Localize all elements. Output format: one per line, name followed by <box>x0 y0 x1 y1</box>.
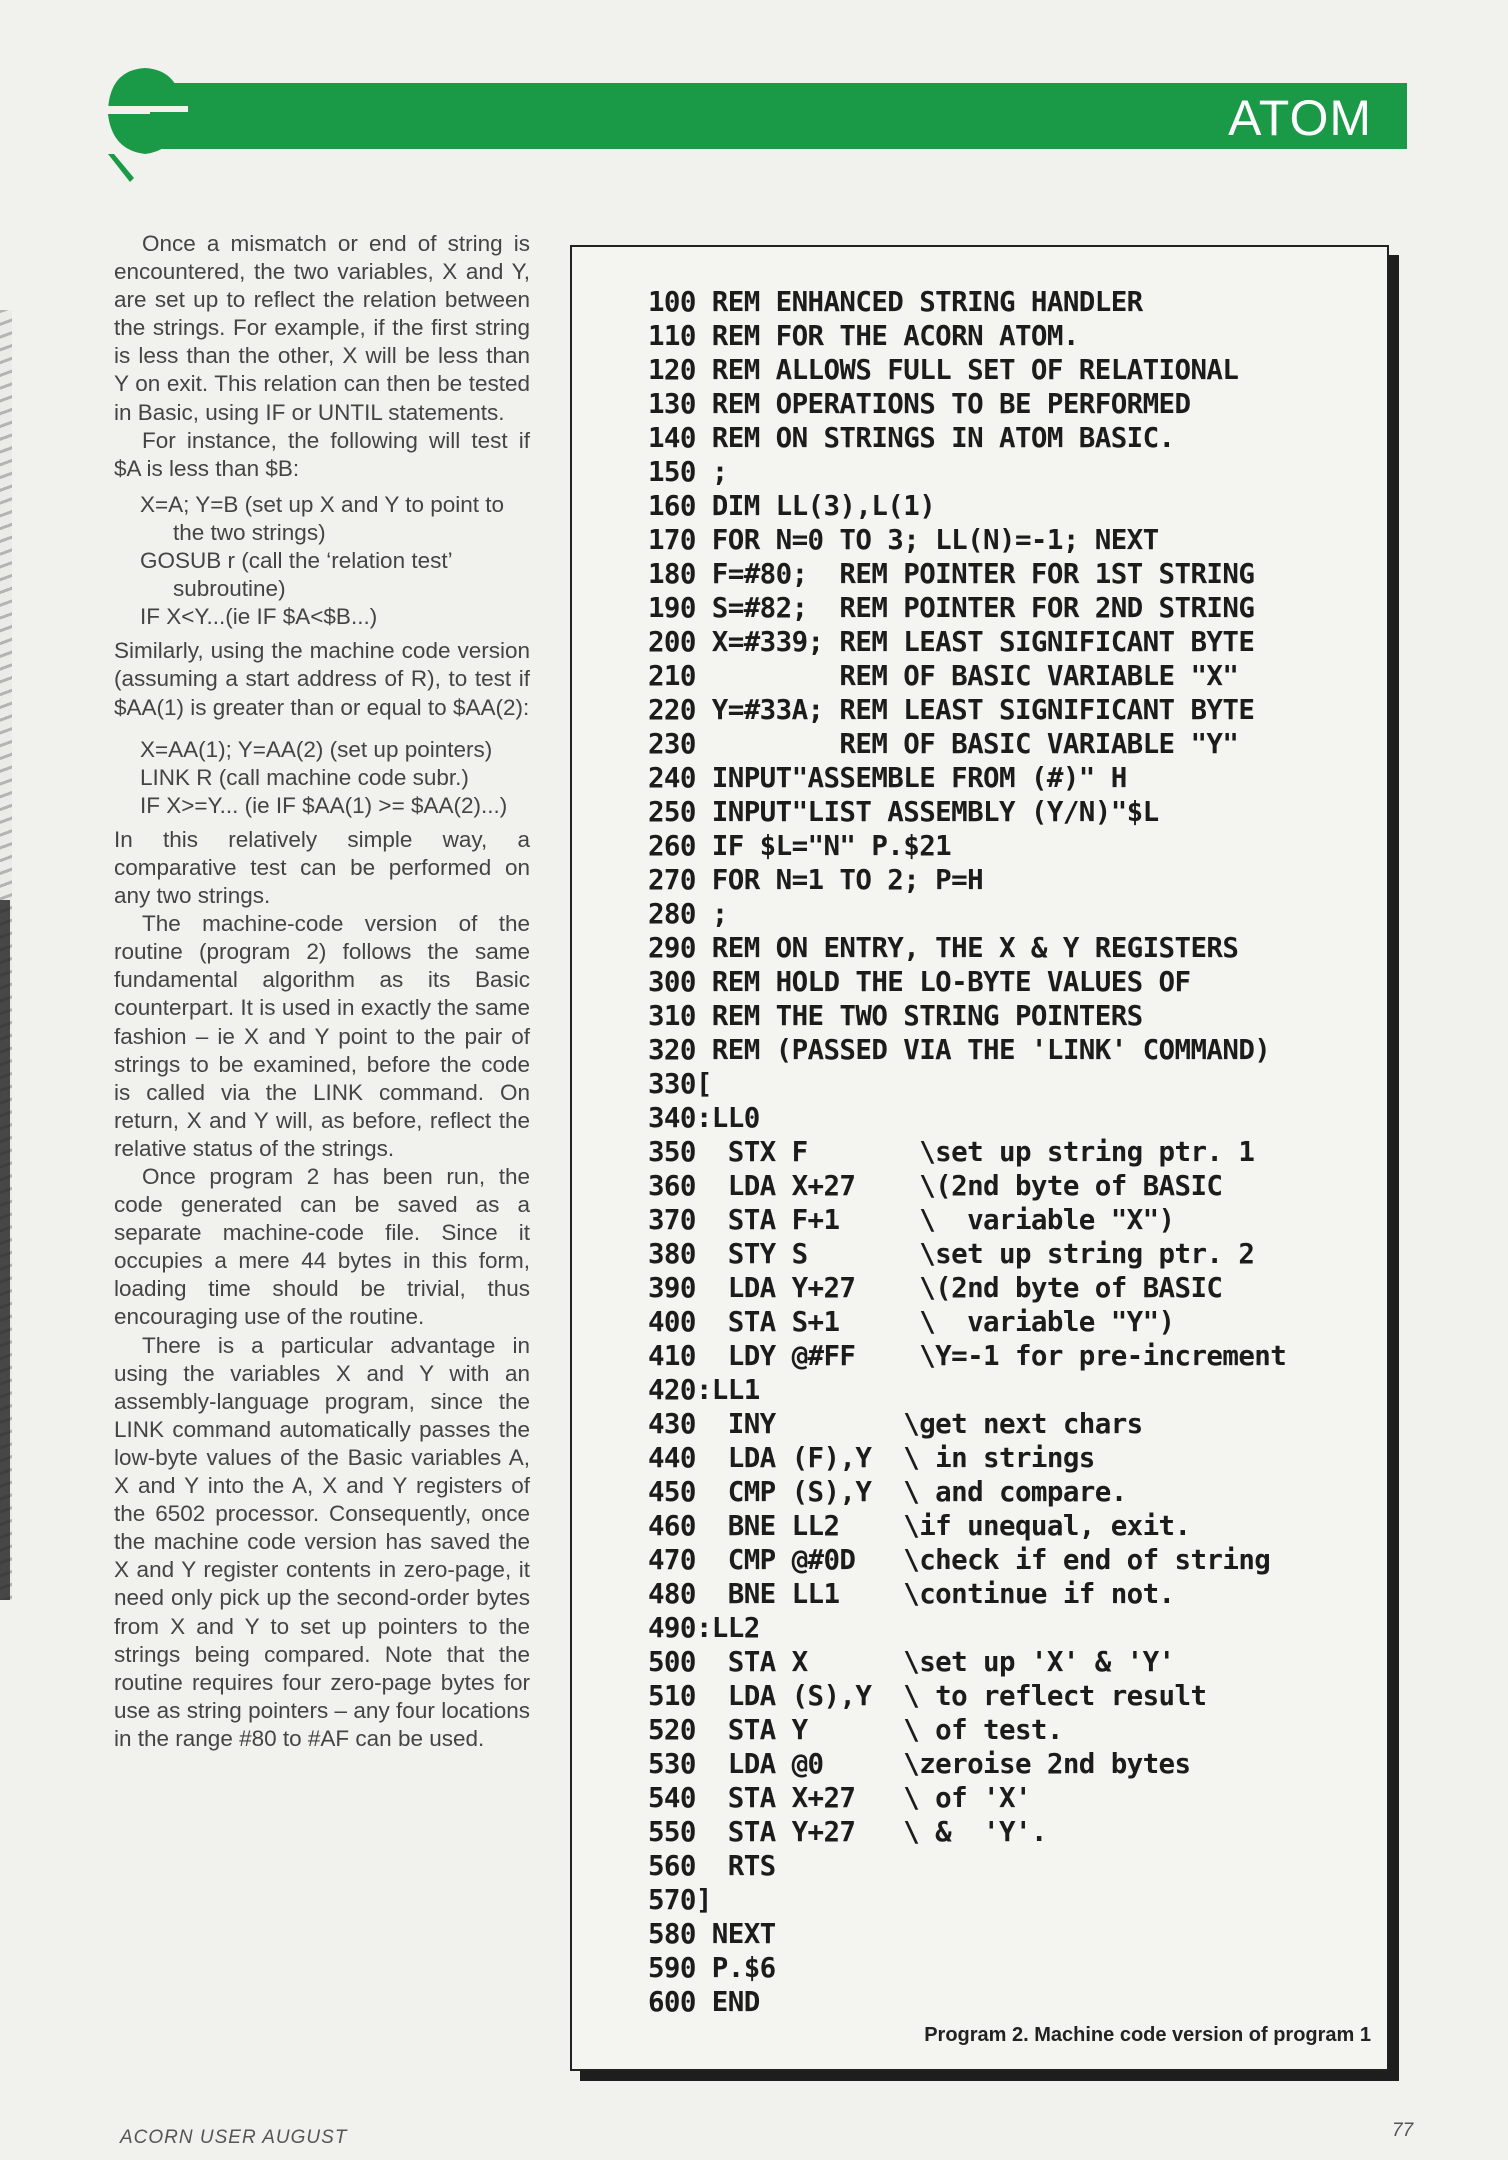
code-line: 340:LL0 <box>632 1102 760 1134</box>
paragraph: Once program 2 has been run, the code generated can be saved as a separate machine-code file. Since it occupies a mere 44 bytes in this form, loading time should be trivial, thus encouraging use of the routine. <box>114 1164 530 1330</box>
code-line: 590 P.$6 <box>632 1952 776 1984</box>
program-listing-box <box>570 245 1389 2071</box>
page-number: 77 <box>1392 2120 1414 2141</box>
code-line: 260 IF $L="N" P.$21 <box>632 830 952 862</box>
section-title: ATOM <box>1228 90 1372 146</box>
code-line: 350 STX F \set up string ptr. 1 <box>632 1136 1255 1168</box>
code-line: 290 REM ON ENTRY, THE X & Y REGISTERS <box>632 932 1239 964</box>
code-line: 170 FOR N=0 TO 3; LL(N)=-1; NEXT <box>632 524 1159 556</box>
code-line: 120 REM ALLOWS FULL SET OF RELATIONAL <box>632 354 1239 386</box>
code-line: 490:LL2 <box>632 1612 760 1644</box>
paragraph: Once a mismatch or end of string is encountered, the two variables, X and Y, are set up to reflect the relation between the strings. For example, if the first string is less than the other, X will be less than Y on exit. This relation can then be tested in Basic, using IF or UNTIL statements. <box>114 231 530 425</box>
code-line: 560 RTS <box>632 1850 776 1882</box>
example-block <box>114 491 530 631</box>
section-banner <box>150 83 1407 149</box>
example-line: X=A; Y=B (set up X and Y to point to the two strings) <box>140 491 505 545</box>
page-binding-shadow <box>0 900 10 1600</box>
paragraph: For instance, the following will test if $A is less than $B: <box>114 427 530 481</box>
code-line: 230 REM OF BASIC VARIABLE "Y" <box>632 728 1239 760</box>
code-line: 250 INPUT"LIST ASSEMBLY (Y/N)"$L <box>632 796 1159 828</box>
code-line: 420:LL1 <box>632 1374 760 1406</box>
code-line: 550 STA Y+27 \ & 'Y'. <box>632 1816 1047 1848</box>
example-line: IF X>=Y... (ie IF $AA(1) >= $AA(2)...) <box>140 792 508 818</box>
code-line: 460 BNE LL2 \if unequal, exit. <box>632 1510 1191 1542</box>
code-line: 180 F=#80; REM POINTER FOR 1ST STRING <box>632 558 1255 590</box>
code-line: 440 LDA (F),Y \ in strings <box>632 1442 1095 1474</box>
code-line: 240 INPUT"ASSEMBLE FROM (#)" H <box>632 762 1127 794</box>
example-line: IF X<Y...(ie IF $A<$B...) <box>140 604 378 630</box>
acorn-logo-icon <box>100 62 190 182</box>
footer-publication: ACORN USER AUGUST <box>120 2127 348 2148</box>
code-line: 130 REM OPERATIONS TO BE PERFORMED <box>632 388 1191 420</box>
code-line: 280 ; <box>632 898 728 930</box>
code-line: 520 STA Y \ of test. <box>632 1714 1063 1746</box>
code-line: 360 LDA X+27 \(2nd byte of BASIC <box>632 1170 1223 1202</box>
code-line: 330[ <box>632 1068 712 1100</box>
example-line: GOSUB r (call the ‘relation test’ subroutine) <box>140 548 452 602</box>
code-line: 160 DIM LL(3),L(1) <box>632 490 936 522</box>
code-line: 150 ; <box>632 456 728 488</box>
code-line: 300 REM HOLD THE LO-BYTE VALUES OF <box>632 966 1191 998</box>
code-line: 530 LDA @0 \zeroise 2nd bytes <box>632 1748 1191 1780</box>
example-line: X=AA(1); Y=AA(2) (set up pointers) <box>140 736 493 762</box>
code-line: 220 Y=#33A; REM LEAST SIGNIFICANT BYTE <box>632 694 1255 726</box>
program-listing <box>632 285 1286 2019</box>
code-line: 270 FOR N=1 TO 2; P=H <box>632 864 984 896</box>
code-line: 200 X=#339; REM LEAST SIGNIFICANT BYTE <box>632 626 1255 658</box>
example-line: LINK R (call machine code subr.) <box>140 764 469 790</box>
code-line: 450 CMP (S),Y \ and compare. <box>632 1476 1127 1508</box>
code-line: 540 STA X+27 \ of 'X' <box>632 1782 1031 1814</box>
paragraph: In this relatively simple way, a comparative test can be performed on any two strings. <box>114 826 530 909</box>
code-line: 370 STA F+1 \ variable "X") <box>632 1204 1175 1236</box>
article-body <box>114 230 530 1753</box>
code-line: 570] <box>632 1884 712 1916</box>
code-line: 470 CMP @#0D \check if end of string <box>632 1544 1271 1576</box>
code-line: 430 INY \get next chars <box>632 1408 1143 1440</box>
code-line: 400 STA S+1 \ variable "Y") <box>632 1306 1175 1338</box>
paragraph: The machine-code version of the routine (program 2) follows the same fundamental algorithm as its Basic counterpart. It is used in exactly the same fashion – ie X and Y point to the pair of strings to be examined, before the code is called via the LINK command. On return, X and Y will, as before, reflect the relative status of the strings. <box>114 911 530 1161</box>
code-line: 190 S=#82; REM POINTER FOR 2ND STRING <box>632 592 1255 624</box>
code-line: 480 BNE LL1 \continue if not. <box>632 1578 1175 1610</box>
code-line: 500 STA X \set up 'X' & 'Y' <box>632 1646 1175 1678</box>
code-line: 320 REM (PASSED VIA THE 'LINK' COMMAND) <box>632 1034 1271 1066</box>
code-line: 380 STY S \set up string ptr. 2 <box>632 1238 1255 1270</box>
paragraph: There is a particular advantage in using the variables X and Y with an assembly-language program, since the LINK command automatically passes the low-byte values of the Basic variables A, X and Y into the A, X and Y registers of the 6502 processor. Consequently, once the machine code version has saved the X and Y register contents in zero-page, it need only pick up the second-order bytes from X and Y to set up pointers to the strings being compared. Note that the routine requires four zero-page bytes for use as string pointers – any four locations in the range #80 to #AF can be used. <box>114 1332 530 1751</box>
code-line: 410 LDY @#FF \Y=-1 for pre-increment <box>632 1340 1287 1372</box>
listing-caption: Program 2. Machine code version of program 1 <box>924 2024 1371 2046</box>
code-line: 580 NEXT <box>632 1918 776 1950</box>
code-line: 110 REM FOR THE ACORN ATOM. <box>632 320 1079 352</box>
code-line: 600 END <box>632 1986 760 2018</box>
code-line: 100 REM ENHANCED STRING HANDLER <box>632 286 1143 318</box>
code-line: 390 LDA Y+27 \(2nd byte of BASIC <box>632 1272 1223 1304</box>
code-line: 140 REM ON STRINGS IN ATOM BASIC. <box>632 422 1175 454</box>
code-line: 210 REM OF BASIC VARIABLE "X" <box>632 660 1239 692</box>
code-line: 510 LDA (S),Y \ to reflect result <box>632 1680 1207 1712</box>
example-block <box>114 736 530 820</box>
paragraph: Similarly, using the machine code version (assuming a start address of R), to test if $AA(1) is greater than or equal to $AA(2): <box>114 638 530 720</box>
code-line: 310 REM THE TWO STRING POINTERS <box>632 1000 1143 1032</box>
